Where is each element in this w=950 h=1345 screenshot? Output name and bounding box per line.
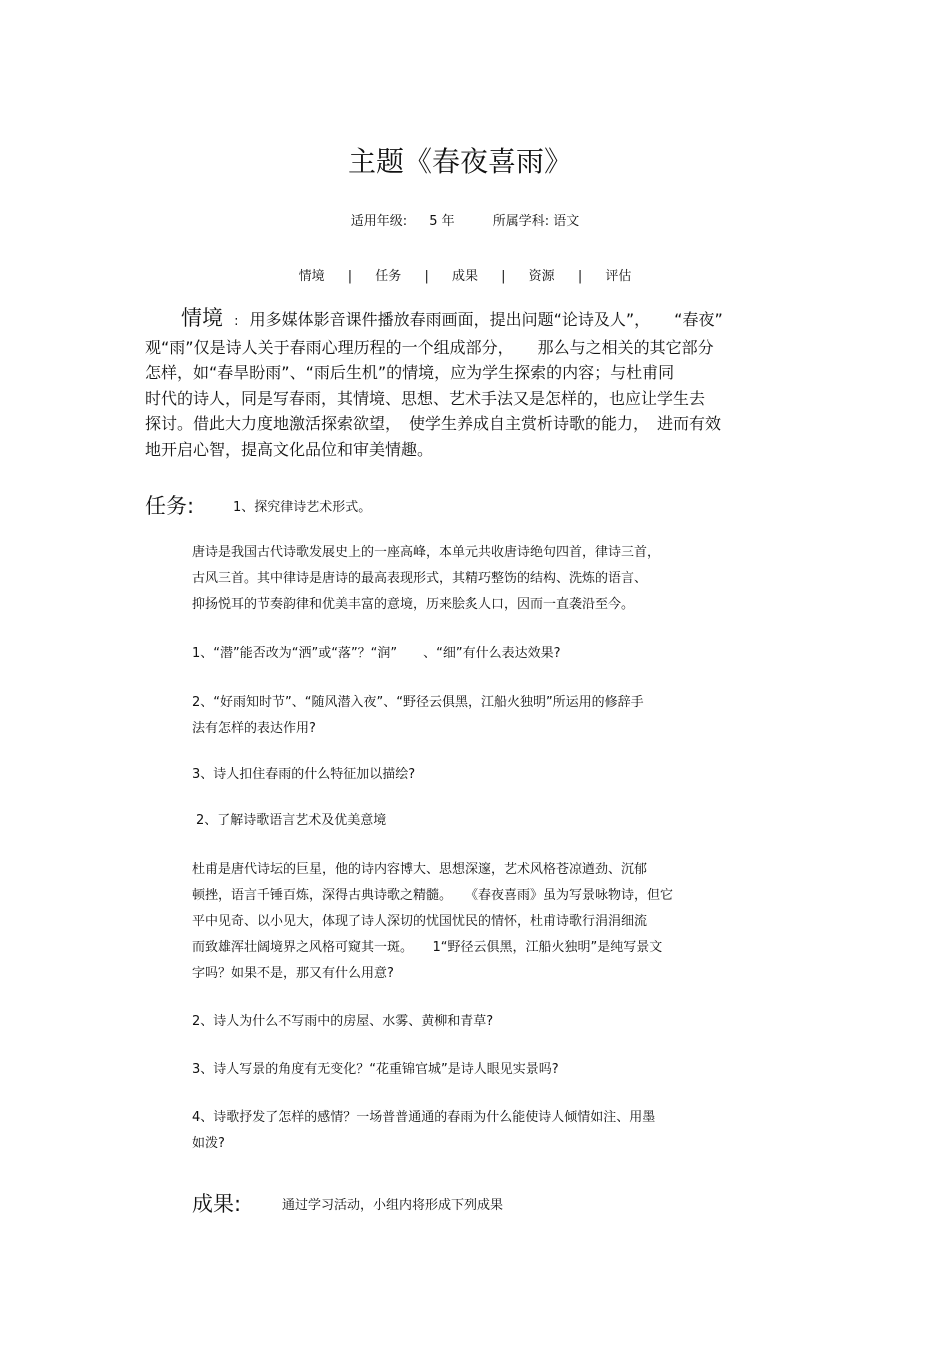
situation-line: 怎样，如“春旱盼雨”、“雨后生机”的情境，应为学生探索的内容；与杜甫同 <box>145 363 675 382</box>
question-3: 3、诗人扣住春雨的什么特征加以描绘? <box>192 767 416 782</box>
text-line: 4、诗歌抒发了怎样的感情？一场普普通通的春雨为什么能使诗人倾情如注、用墨 <box>192 1110 656 1125</box>
page-title: 主题《春夜喜雨》 <box>347 145 572 178</box>
section-nav <box>0 265 930 284</box>
nav-separator: | <box>424 269 429 284</box>
text-line: 2、“好雨知时节”、“随风潜入夜”、“野径云俱黑，江船火独明”所运用的修辞手 <box>192 695 644 710</box>
result-text: 通过学习活动，小组内将形成下列成果 <box>282 1198 504 1213</box>
situation-line: 观“雨”仅是诗人关于春雨心理历程的一个组成部分， 那么与之相关的其它部分 <box>145 337 714 357</box>
task-heading: 任务: <box>145 494 195 518</box>
nav-item-evaluation[interactable]: 评估 <box>605 269 632 284</box>
situation-section <box>145 306 805 462</box>
result-heading: 成果: <box>192 1192 242 1216</box>
nav-item-task[interactable]: 任务 <box>375 269 402 284</box>
nav-item-resource[interactable]: 资源 <box>528 269 555 284</box>
task-subheading-2: 2、了解诗歌语言艺术及优美意境 <box>196 813 387 828</box>
situation-colon: : <box>234 314 239 329</box>
text-line: 抑扬悦耳的节奏韵律和优美丰富的意境，历来脍炙人口，因而一直袭沿至今。 <box>192 597 635 612</box>
question-2-2: 2、诗人为什么不写雨中的房屋、水雾、黄柳和青草? <box>192 1014 494 1029</box>
nav-separator: | <box>577 269 583 284</box>
text-line: 唐诗是我国古代诗歌发展史上的一座高峰，本单元共收唐诗绝句四首，律诗三首， <box>192 545 661 560</box>
task-subheading-1: 1、探究律诗艺术形式。 <box>233 500 372 515</box>
text-line: 古风三首。其中律诗是唐诗的最高表现形式，其精巧整饬的结构、洗炼的语言、 <box>192 571 648 586</box>
grade-value: 5 年 <box>429 214 455 229</box>
situation-line: 探讨。借此大力度地激活探索欲望， 使学生养成自主赏析诗歌的能力， 进而有效 <box>145 414 722 433</box>
text-line: 如泼? <box>192 1136 225 1151</box>
situation-heading: 情境 <box>181 306 223 330</box>
text-line: 平中见奇、以小见大，体现了诗人深切的忧国忧民的情怀，杜甫诗歌行涓涓细流 <box>192 914 648 929</box>
nav-item-situation[interactable]: 情境 <box>298 269 325 284</box>
situation-line: 地开启心智，提高文化品位和审美情趣。 <box>145 439 434 459</box>
situation-line: 用多媒体影音课件播放春雨画面，提出问题“论诗及人”， “春夜” <box>249 310 723 329</box>
text-line: 法有怎样的表达作用? <box>192 721 316 736</box>
situation-line: 时代的诗人，同是写春雨，其情境、思想、艺术手法又是怎样的，也应让学生去 <box>145 388 706 408</box>
nav-separator: | <box>347 269 353 284</box>
text-line: 顿挫，语言千锤百炼，深得古典诗歌之精髓。 《春夜喜雨》虽为写景咏物诗，但它 <box>192 888 674 903</box>
task-intro-1 <box>192 540 660 618</box>
text-line: 杜甫是唐代诗坛的巨星，他的诗内容博大、思想深邃，艺术风格苍凉遒劲、沉郁 <box>192 862 648 877</box>
question-2-4 <box>192 1105 655 1157</box>
question-1: 1、“潜”能否改为“洒”或“落”？“润” 、“细”有什么表达效果? <box>192 646 561 661</box>
question-2 <box>192 690 644 742</box>
grade-label: 适用年级: <box>350 214 408 229</box>
nav-separator: | <box>501 269 506 284</box>
question-2-3: 3、诗人写景的角度有无变化？“花重锦官城”是诗人眼见实景吗? <box>192 1062 559 1077</box>
nav-item-result[interactable]: 成果 <box>451 269 478 284</box>
subject-value: 语文 <box>553 214 580 229</box>
text-line: 而致雄浑壮阔境界之风格可窥其一斑。 1“野径云俱黑，江船火独明”是纯写景文 <box>192 940 663 955</box>
meta-info <box>0 210 930 229</box>
text-line: 字吗？如果不是，那又有什么用意? <box>192 966 394 981</box>
subject-label: 所属学科: <box>492 214 550 229</box>
task-intro-2 <box>192 857 673 987</box>
